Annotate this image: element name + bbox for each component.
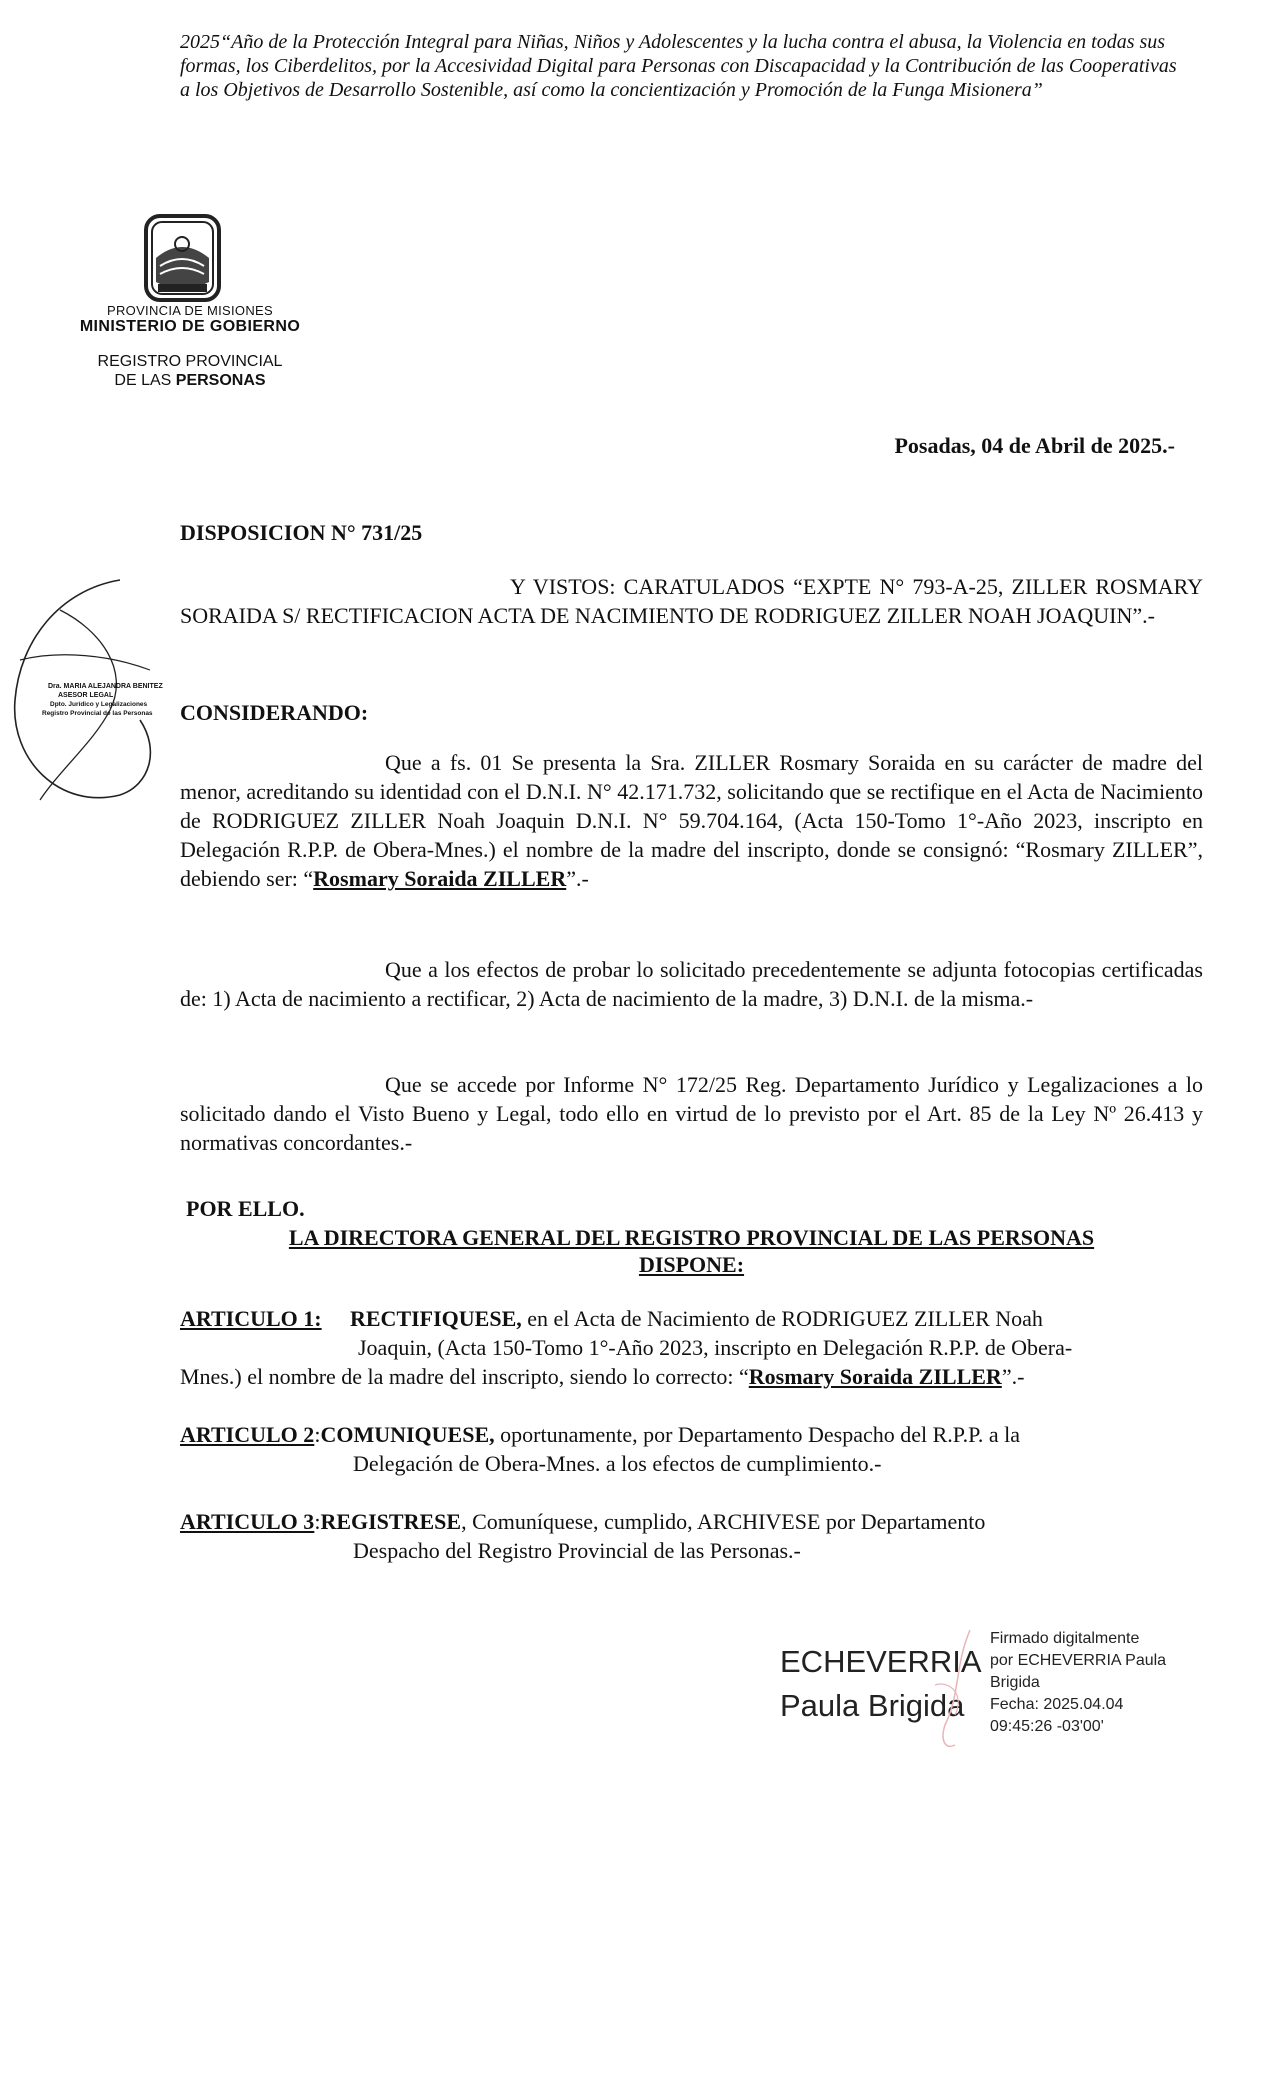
articulo-1-label: ARTICULO 1:: [180, 1306, 322, 1331]
digital-signature-note: Firmado digitalmente por ECHEVERRIA Paula Brigida Fecha: 2025.04.04 09:45:26 -03'00': [990, 1630, 1167, 1735]
considerando-heading: CONSIDERANDO:: [180, 700, 369, 725]
stamp-line2: ASESOR LEGAL: [58, 692, 114, 699]
directora-line: LA DIRECTORA GENERAL DEL REGISTRO PROVINCIAL DE LAS PERSONAS: [288, 1225, 1095, 1250]
articulo-3: ARTICULO 3: REGISTRESE, Comuníquese, cumplido, ARCHIVESE por Departamento Despacho del Registro Provincial de las Personas.-: [180, 1509, 986, 1563]
vistos-paragraph: Y VISTOS: CARATULADOS “EXPTE N° 793-A-25, ZILLER ROSMARY SORAIDA S/ RECTIFICACION ACTA DE NACIMIENTO DE RODRIGUEZ ZILLER NOAH JOAQUIN”.-: [180, 574, 1203, 628]
signature-surname: ECHEVERRIA: [780, 1644, 982, 1679]
dispone-line: DISPONE:: [638, 1252, 745, 1277]
ministry-logo-text: [60, 303, 320, 336]
directora-dispone-heading: [180, 1224, 1203, 1278]
stamp-line4: Registro Provincial de las Personas: [42, 710, 153, 717]
articulo-2: ARTICULO 2: COMUNIQUESE, oportunamente, por Departamento Despacho del R.P.P. a la Delegación de Obera-Mnes. a los efectos de cumplimiento.-: [180, 1422, 1021, 1476]
considerando-paragraph-3: Que se accede por Informe N° 172/25 Reg. Departamento Jurídico y Legalizaciones a lo solicitado dando el Visto Bueno y Legal, todo ello en virtud de lo previsto por el Art. 85 de la Ley Nº 26.413 y normativas concordantes.-: [180, 1072, 1203, 1155]
document-date: Posadas, 04 de Abril de 2025.-: [894, 433, 1175, 458]
header-commemoration-note: 2025“Año de la Protección Integral para Niñas, Niños y Adolescentes y la lucha contra el abusa, la Violencia en todas sus formas, los Ciberdelitos, por la Accesividad Digital para Personas con Discapacidad y la Contribución de las Cooperativas a los Objetivos de Desarrollo Sostenible, así como la concientización y Promoción de la Funga Misionera”: [180, 31, 1177, 101]
legal-advisor-stamp-signature: [0, 570, 175, 820]
disposition-number: DISPOSICION N° 731/25: [180, 520, 423, 545]
por-ello-label: POR ELLO.: [186, 1196, 305, 1221]
registry-de-las: DE LAS: [114, 372, 172, 389]
articulo-2-label: ARTICULO 2: [180, 1422, 315, 1447]
correct-name-emphasis: Rosmary Soraida ZILLER: [313, 866, 567, 891]
considerando-paragraph-1: Que a fs. 01 Se presenta la Sra. ZILLER Rosmary Soraida en su carácter de madre del menor, acreditando su identidad con el D.N.I. N° 42.171.732, solicitando que se rectifique en el Acta de Nacimiento de RODRIGUEZ ZILLER Noah Joaquin D.N.I. N° 59.704.164, (Acta 150-Tomo 1°-Año 2023, inscripto en Delegación R.P.P. de Obera-Mnes.) el nombre de la madre del inscripto, donde se consignó: “Rosmary ZILLER”, debiendo ser: “Rosmary Soraida ZILLER”.-: [180, 750, 1203, 891]
province-label: PROVINCIA DE MISIONES: [107, 303, 273, 318]
signature-scrawl: [915, 1625, 995, 1755]
province-crest-logo: [140, 212, 225, 304]
registry-line1: REGISTRO PROVINCIAL: [97, 353, 283, 370]
stamp-line1: Dra. MARIA ALEJANDRA BENITEZ: [48, 683, 163, 690]
articulo-1-correct-name: Rosmary Soraida ZILLER: [748, 1364, 1002, 1389]
articulo-1: ARTICULO 1: RECTIFIQUESE, en el Acta de Nacimiento de RODRIGUEZ ZILLER Noah Joaquin, (Acta 150-Tomo 1°-Año 2023, inscripto en Delegación R.P.P. de Obera- Mnes.) el nombre de la madre del inscripto, siendo lo correcto: “Rosmary Soraida ZILLER”.-: [180, 1306, 1073, 1389]
articulo-3-label: ARTICULO 3: [180, 1509, 315, 1534]
signature-given-names: Paula Brigida: [780, 1688, 965, 1723]
registry-label: [70, 352, 310, 390]
considerando-paragraph-2: Que a los efectos de probar lo solicitado precedentemente se adjunta fotocopias certificadas de: 1) Acta de nacimiento a rectificar, 2) Acta de nacimiento de la madre, 3) D.N.I. de la misma.-: [180, 957, 1203, 1011]
registry-personas: PERSONAS: [175, 372, 266, 389]
ministry-label: MINISTERIO DE GOBIERNO: [79, 318, 301, 335]
stamp-line3: Dpto. Jurídico y Legalizaciones: [50, 701, 148, 708]
